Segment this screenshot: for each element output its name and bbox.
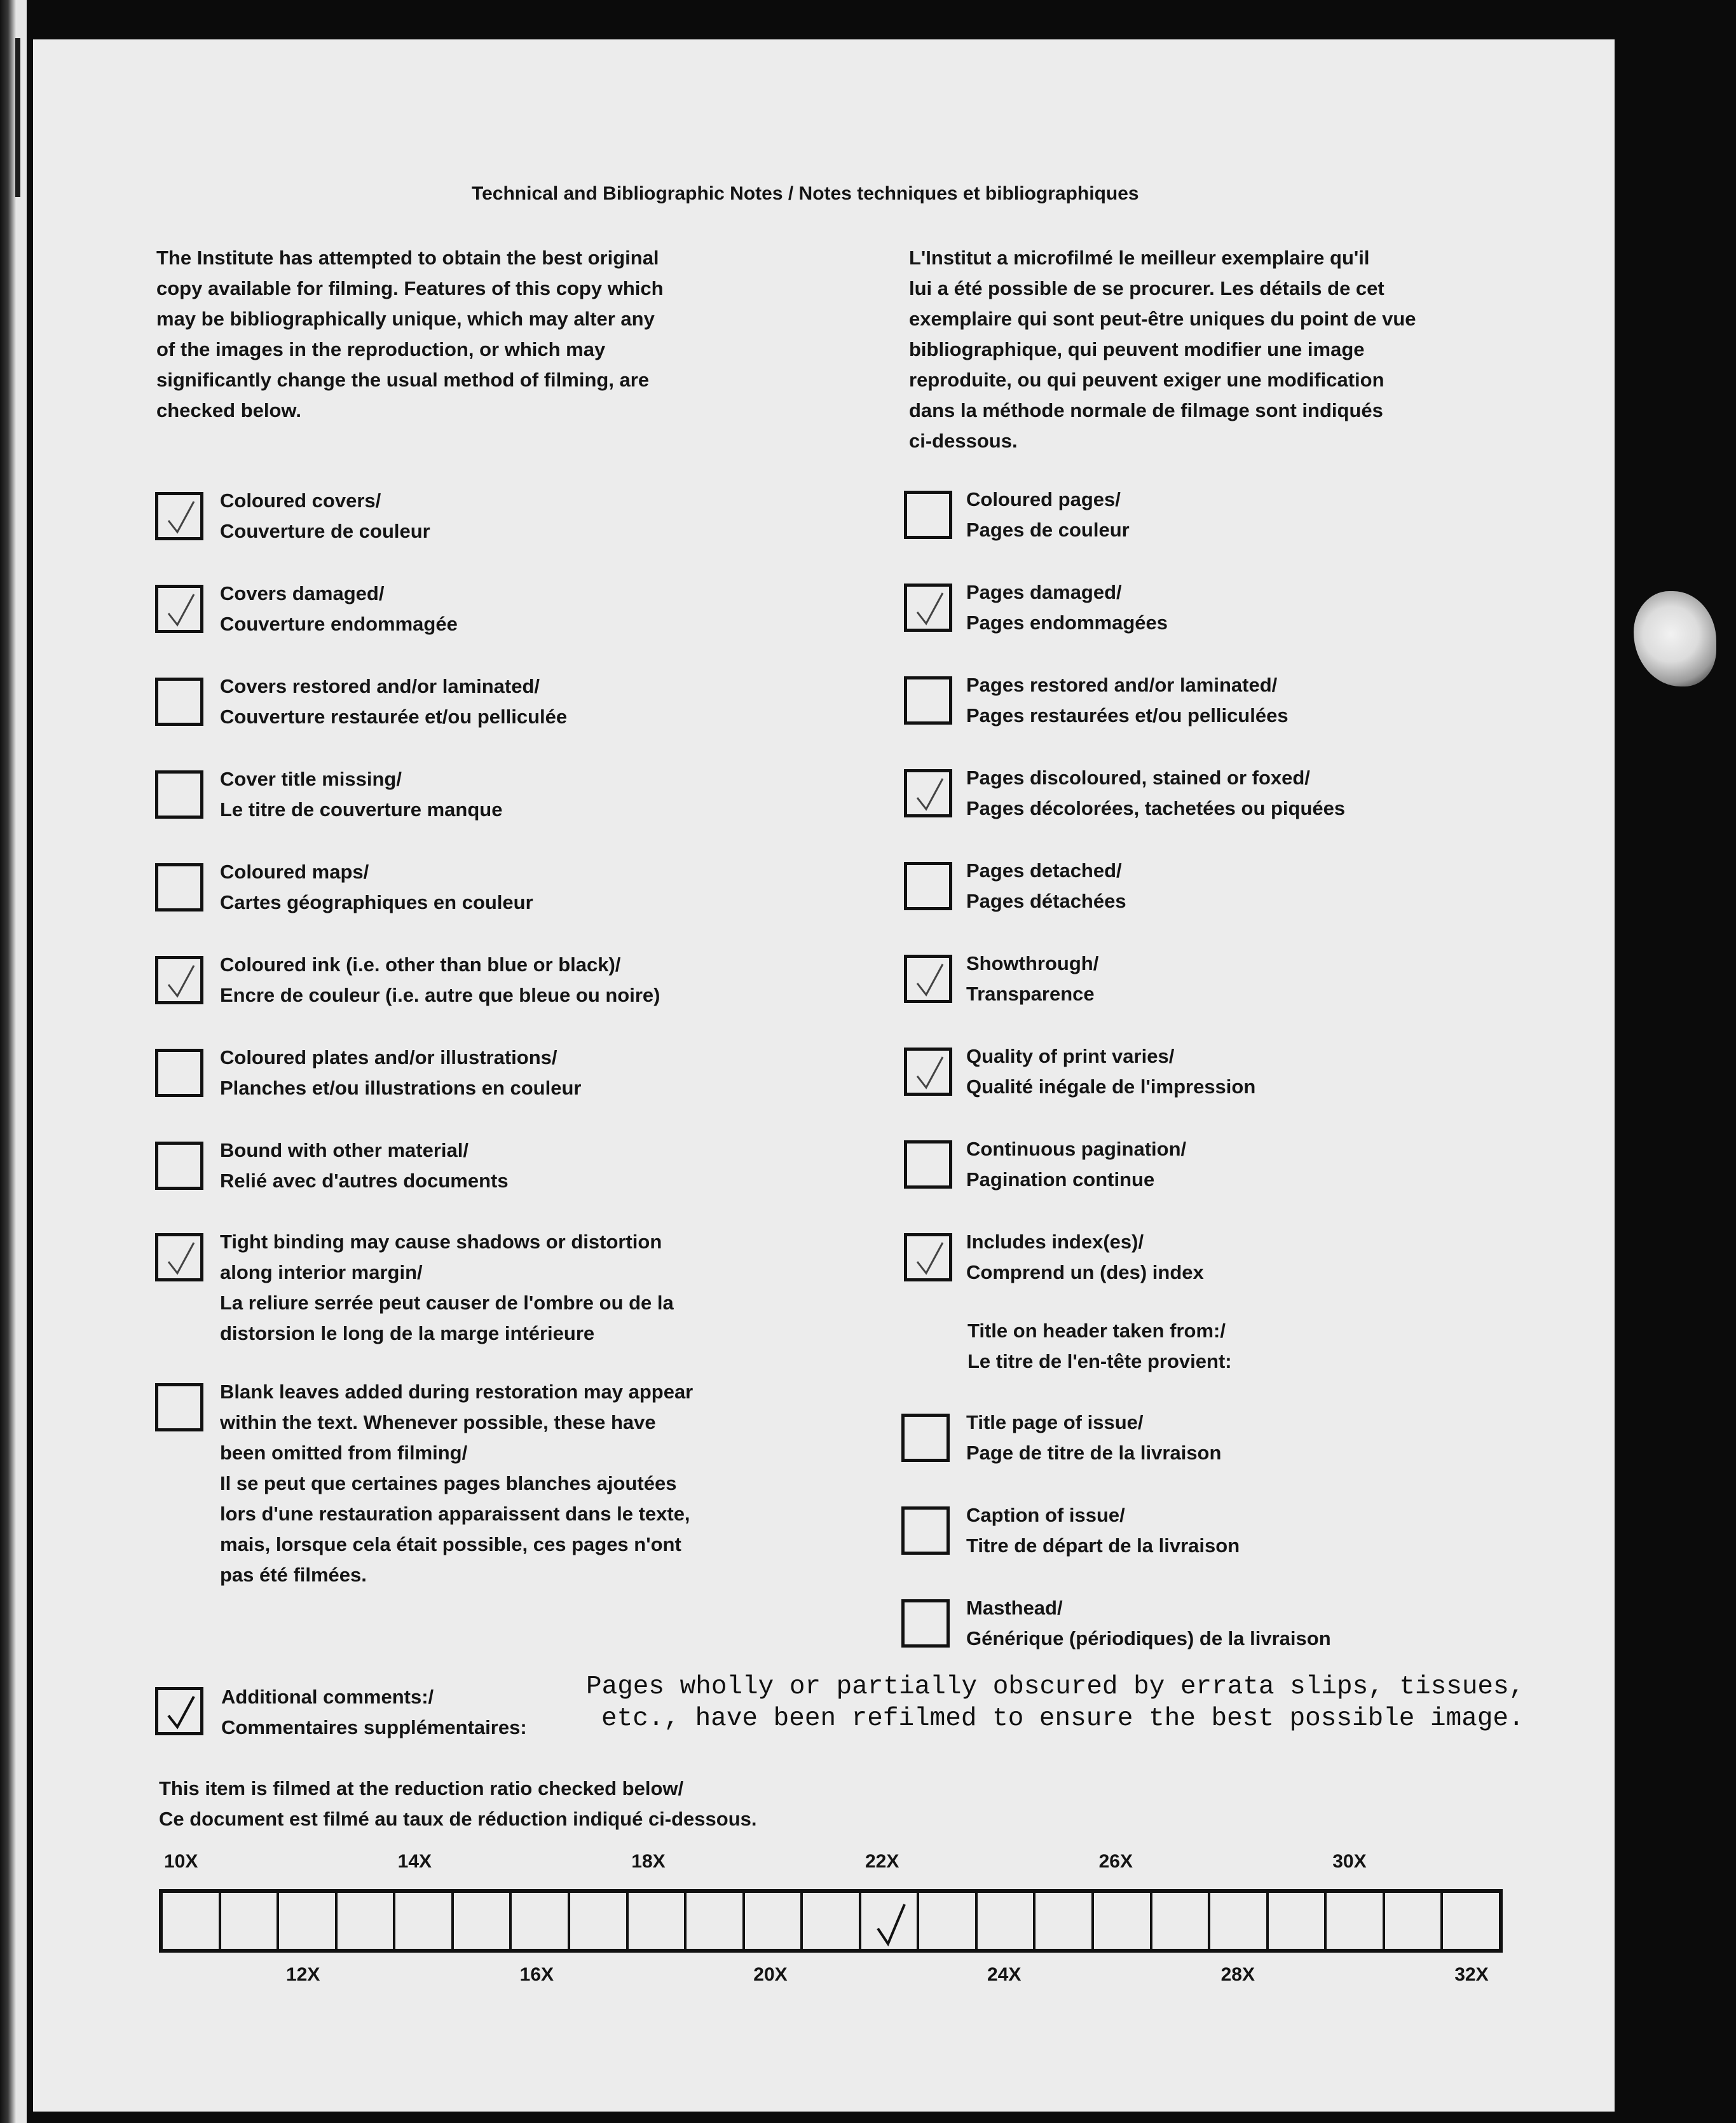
intro-english: The Institute has attempted to obtain the best original copy available for filming. Features of this copy which may be bibliographically unique, which may alter any of the images in the reproduction, or which may significantly change the usual method of filming, are checked below.: [156, 247, 664, 421]
checkmark-icon: [913, 1238, 947, 1278]
left-item-label-8: Bound with other material/ Relié avec d'autres documents: [220, 1139, 509, 1192]
reduction-cell[interactable]: [1094, 1893, 1152, 1949]
checkmark-icon: [165, 496, 198, 537]
reduction-label-bottom: 12X: [286, 1964, 320, 1985]
reduction-cell[interactable]: [279, 1893, 338, 1949]
right-item-checkbox-2[interactable]: [904, 584, 952, 632]
reduction-cell[interactable]: [978, 1893, 1036, 1949]
reduction-cell[interactable]: [338, 1893, 396, 1949]
left-item-label-6: Coloured ink (i.e. other than blue or black)/ Encre de couleur (i.e. autre que bleue ou noire): [220, 953, 660, 1006]
page-title: Technical and Bibliographic Notes / Notes techniques et bibliographiques: [472, 183, 1139, 204]
left-item-checkbox-4[interactable]: [155, 770, 203, 819]
issue-item-checkbox-3[interactable]: [901, 1599, 950, 1648]
reduction-cell[interactable]: [221, 1893, 280, 1949]
checkmark-icon: [165, 1691, 198, 1732]
left-item-checkbox-6[interactable]: [155, 956, 203, 1004]
checkmark-icon: [913, 959, 947, 1000]
left-item-label-7: Coloured plates and/or illustrations/ Planches et/ou illustrations en couleur: [220, 1046, 582, 1099]
reduction-cell[interactable]: [861, 1893, 920, 1949]
left-item-checkbox-1[interactable]: [155, 492, 203, 540]
left-item-label-10: Blank leaves added during restoration may appear within the text. Whenever possible, these have been omitted from filming/ Il se peut que certaines pages blanches ajoutées lors d'une restauration apparaissent dans le texte, mais, lorsque cela était possible, ces pages n'ont pas été filmées.: [220, 1381, 694, 1586]
reduction-label-top: 14X: [397, 1851, 432, 1872]
checkmark-icon: [165, 1238, 198, 1278]
comments-text-line-2: etc., have been refilmed to ensure the best possible image.: [601, 1704, 1524, 1733]
right-item-label-2: Pages damaged/ Pages endommagées: [966, 581, 1168, 634]
reduction-cell[interactable]: [803, 1893, 861, 1949]
comments-label: Additional comments:/ Commentaires supplémentaires:: [221, 1686, 527, 1738]
left-item-label-1: Coloured covers/ Couverture de couleur: [220, 489, 430, 542]
comments-checkbox[interactable]: [155, 1687, 203, 1735]
left-item-label-5: Coloured maps/ Cartes géographiques en couleur: [220, 861, 533, 913]
left-item-checkbox-9[interactable]: [155, 1233, 203, 1281]
reduction-cell[interactable]: [1210, 1893, 1269, 1949]
right-item-checkbox-1[interactable]: [904, 491, 952, 539]
reduction-cell[interactable]: [1327, 1893, 1385, 1949]
reduction-label-top: 26X: [1098, 1851, 1133, 1872]
checkmark-icon: [873, 1899, 908, 1948]
issue-item-label-3: Masthead/ Générique (périodiques) de la livraison: [966, 1597, 1331, 1649]
left-item-label-4: Cover title missing/ Le titre de couverture manque: [220, 768, 503, 821]
right-item-label-7: Quality of print varies/ Qualité inégale de l'impression: [966, 1045, 1256, 1098]
right-item-label-6: Showthrough/ Transparence: [966, 952, 1099, 1005]
left-item-label-3: Covers restored and/or laminated/ Couverture restaurée et/ou pelliculée: [220, 675, 568, 728]
right-item-label-5: Pages detached/ Pages détachées: [966, 859, 1126, 912]
reduction-label-top: 18X: [631, 1851, 666, 1872]
checkmark-icon: [165, 589, 198, 630]
reduction-cell[interactable]: [1152, 1893, 1211, 1949]
right-item-checkbox-6[interactable]: [904, 955, 952, 1003]
reduction-cell[interactable]: [1035, 1893, 1094, 1949]
reduction-ratio-scale: [159, 1889, 1503, 1953]
issue-item-label-2: Caption of issue/ Titre de départ de la livraison: [966, 1504, 1240, 1557]
checkmark-icon: [165, 960, 198, 1001]
left-item-checkbox-7[interactable]: [155, 1049, 203, 1097]
right-item-checkbox-7[interactable]: [904, 1048, 952, 1096]
reduction-label-bottom: 28X: [1220, 1964, 1255, 1985]
issue-item-checkbox-1[interactable]: [901, 1414, 950, 1462]
right-item-checkbox-5[interactable]: [904, 862, 952, 910]
right-item-label-1: Coloured pages/ Pages de couleur: [966, 488, 1130, 541]
right-item-label-8: Continuous pagination/ Pagination continue: [966, 1138, 1187, 1191]
intro-french: L'Institut a microfilmé le meilleur exemplaire qu'il lui a été possible de se procurer. Les détails de cet exemplaire qui sont peut-être uniques du point de vue bibliographique, qui peuvent modifier une image reproduite, ou qui peuvent exiger une modification dans la méthode normale de filmage sont indiqués ci-dessous.: [909, 247, 1416, 452]
film-edge: [0, 0, 27, 2123]
reduction-cell[interactable]: [454, 1893, 512, 1949]
reduction-cell[interactable]: [512, 1893, 570, 1949]
reduction-label-bottom: 16X: [519, 1964, 554, 1985]
issue-item-label-1: Title page of issue/ Page de titre de la livraison: [966, 1411, 1222, 1464]
reduction-cell[interactable]: [745, 1893, 803, 1949]
right-item-checkbox-4[interactable]: [904, 769, 952, 817]
paper-blot: [1634, 591, 1716, 686]
header-source-label: Title on header taken from:/ Le titre de l'en-tête provient:: [967, 1320, 1232, 1372]
reduction-cell[interactable]: [570, 1893, 629, 1949]
reduction-label-bottom: 20X: [753, 1964, 788, 1985]
issue-item-checkbox-2[interactable]: [901, 1506, 950, 1555]
reduction-cell[interactable]: [395, 1893, 454, 1949]
right-item-label-3: Pages restored and/or laminated/ Pages restaurées et/ou pelliculées: [966, 674, 1288, 727]
reduction-label-top: 22X: [865, 1851, 899, 1872]
reduction-cell[interactable]: [919, 1893, 978, 1949]
comments-text-line-1: Pages wholly or partially obscured by errata slips, tissues,: [586, 1672, 1525, 1702]
reduction-label-top: 10X: [164, 1851, 198, 1872]
right-item-label-4: Pages discoloured, stained or foxed/ Pages décolorées, tachetées ou piquées: [966, 767, 1346, 819]
reduction-cell[interactable]: [163, 1893, 221, 1949]
reduction-label: This item is filmed at the reduction ratio checked below/ Ce document est filmé au taux de réduction indiqué ci-dessous.: [159, 1777, 757, 1830]
reduction-cell[interactable]: [687, 1893, 745, 1949]
left-item-checkbox-10[interactable]: [155, 1383, 203, 1431]
checkmark-icon: [913, 588, 947, 629]
reduction-cell[interactable]: [629, 1893, 687, 1949]
left-item-label-9: Tight binding may cause shadows or distortion along interior margin/ La reliure serrée peut causer de l'ombre ou de la distorsion le long de la marge intérieure: [220, 1231, 674, 1344]
reduction-cell[interactable]: [1269, 1893, 1327, 1949]
left-item-checkbox-8[interactable]: [155, 1142, 203, 1190]
reduction-label-bottom: 24X: [987, 1964, 1022, 1985]
checkmark-icon: [913, 774, 947, 814]
left-item-checkbox-5[interactable]: [155, 863, 203, 911]
reduction-label-bottom: 32X: [1454, 1964, 1489, 1985]
left-item-checkbox-3[interactable]: [155, 678, 203, 726]
checkmark-icon: [913, 1052, 947, 1093]
right-item-label-9: Includes index(es)/ Comprend un (des) index: [966, 1231, 1204, 1283]
reduction-cell[interactable]: [1443, 1893, 1499, 1949]
right-item-checkbox-8[interactable]: [904, 1140, 952, 1189]
left-item-label-2: Covers damaged/ Couverture endommagée: [220, 582, 458, 635]
reduction-cell[interactable]: [1385, 1893, 1444, 1949]
reduction-label-top: 30X: [1332, 1851, 1367, 1872]
right-item-checkbox-3[interactable]: [904, 676, 952, 725]
left-item-checkbox-2[interactable]: [155, 585, 203, 633]
right-item-checkbox-9[interactable]: [904, 1233, 952, 1281]
